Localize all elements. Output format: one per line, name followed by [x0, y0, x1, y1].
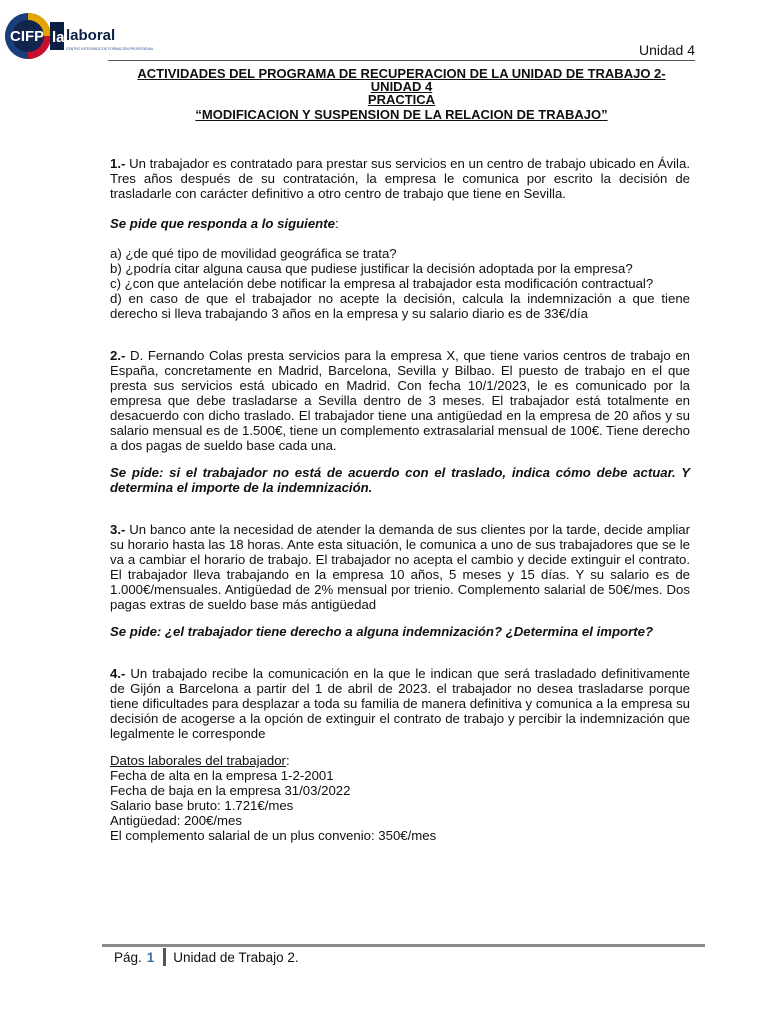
- worker-data-line: Salario base bruto: 1.721€/mes: [110, 798, 294, 813]
- footer-divider: [102, 944, 705, 947]
- question-text: D. Fernando Colas presta servicios para la empresa X, que tiene varios centros de trabajo en España, concretamente en Madrid, Barcelona, Sevilla y Bilbao. El puesto de trabajo en el que presta sus servicios está ubicado en Madrid. Con fecha 10/1/2023, le es comunicado por la empresa que debe trasladarse a Sevilla dentro de 3 meses. El trabajador está totalmente en desacuerdo con dicho traslado. El trabajador tiene una antigüedad en la empresa de 20 años y su salario mensual es de 1.500€, tiene un complemento extrasalarial mensual de 100€. Tiene derecho a dos pagas de sueldo base cada una.: [110, 348, 690, 453]
- page-number: 1: [146, 949, 155, 965]
- header-unit-label: Unidad 4: [638, 42, 695, 58]
- worker-data-line: Fecha de alta en la empresa 1-2-2001: [110, 768, 334, 783]
- question-2-statement: [110, 348, 690, 453]
- question-1-item-c: c) ¿con que antelación debe notificar la empresa al trabajador esta modificación contractual?: [110, 276, 654, 291]
- question-number: 4.-: [110, 666, 126, 681]
- question-1-statement: [110, 156, 690, 201]
- worker-data-line: Antigüedad: 200€/mes: [110, 813, 242, 828]
- question-1-item-b: b) ¿podría citar alguna causa que pudiese justificar la decisión adoptada por la empresa?: [110, 261, 633, 276]
- document-titles: [108, 67, 695, 121]
- footer-separator: [163, 948, 166, 966]
- question-text: Un trabajador es contratado para prestar sus servicios en un centro de trabajo ubicado en Ávila. Tres años después de su contratación, la empresa le comunica por escrito la decisión de trasladarle con carácter definitivo a otro centro de trabajo que tiene en Sevilla.: [110, 156, 690, 201]
- page-footer: [114, 948, 299, 966]
- logo-subtitle: CENTRO INTEGRADO DE FORMACIÓN PROFESIONAL: [66, 47, 154, 51]
- footer-unit: Unidad de Trabajo 2.: [173, 949, 299, 965]
- title-line-2: UNIDAD 4: [370, 79, 433, 94]
- worker-data-title: Datos laborales del trabajador:: [110, 753, 290, 768]
- document-body: [110, 156, 690, 843]
- question-number: 3.-: [110, 522, 126, 537]
- question-2-prompt: Se pide: si el trabajador no está de acuerdo con el traslado, indica cómo debe actuar. Y determina el importe de la indemnización.: [110, 465, 690, 495]
- logo-laboral-text: laboral: [66, 27, 116, 44]
- logo-la-text: la: [52, 29, 65, 46]
- logo-cifp-text: CIFP: [10, 28, 45, 45]
- page-label: Pág.: [114, 949, 142, 965]
- question-number: 2.-: [110, 348, 126, 363]
- title-line-1: ACTIVIDADES DEL PROGRAMA DE RECUPERACION DE LA UNIDAD DE TRABAJO 2-: [137, 66, 666, 81]
- question-text: Un trabajado recibe la comunicación en la que le indican que será trasladado definitivamente de Gijón a Barcelona a partir del 1 de abril de 2023. el trabajador no desea trasladarse porque tiene dificultades para desplazar a toda su familia de manera definitiva y comunica a la empresa su decisión de acogerse a la opción de extinguir el contrato de trabajo y percibir la indemnización que legalmente le corresponde: [110, 666, 690, 741]
- title-line-4: “MODIFICACION Y SUSPENSION DE LA RELACION DE TRABAJO”: [195, 107, 608, 122]
- question-4-statement: [110, 666, 690, 741]
- question-3-statement: [110, 522, 690, 612]
- question-1-item-a: a) ¿de qué tipo de movilidad geográfica se trata?: [110, 246, 397, 261]
- question-1-item-d: d) en caso de que el trabajador no acepte la decisión, calcula la indemnización a que tiene derecho si lleva trabajando 3 años en la empresa y su salario diario es de 33€/día: [110, 291, 690, 321]
- question-1-prompt: Se pide que responda a lo siguiente:: [110, 216, 339, 231]
- worker-data-line: Fecha de baja en la empresa 31/03/2022: [110, 783, 351, 798]
- title-line-3: PRACTICA: [367, 92, 436, 107]
- header-divider: [108, 60, 695, 61]
- question-number: 1.-: [110, 156, 126, 171]
- question-3-prompt: Se pide: ¿el trabajador tiene derecho a alguna indemnización? ¿Determina el importe?: [110, 624, 653, 639]
- worker-data-line: El complemento salarial de un plus convenio: 350€/mes: [110, 828, 437, 843]
- question-text: Un banco ante la necesidad de atender la demanda de sus clientes por la tarde, decide ampliar su horario hasta las 18 horas. Ante esta situación, le comunica a uno de sus trabajadores que se le va a cambiar el horario de trabajo. El trabajador no acepta el cambio y decide extinguir el contrato. El trabajador lleva trabajando en la empresa 10 años, 5 meses y 15 días. Y su salario es de 1.000€/mensuales. Antigüedad de 2% mensual por trienio. Complemento salarial de 50€/mes. Dos pagas extras de sueldo base más antigüedad: [110, 522, 690, 612]
- cifp-la-laboral-logo: [4, 10, 154, 62]
